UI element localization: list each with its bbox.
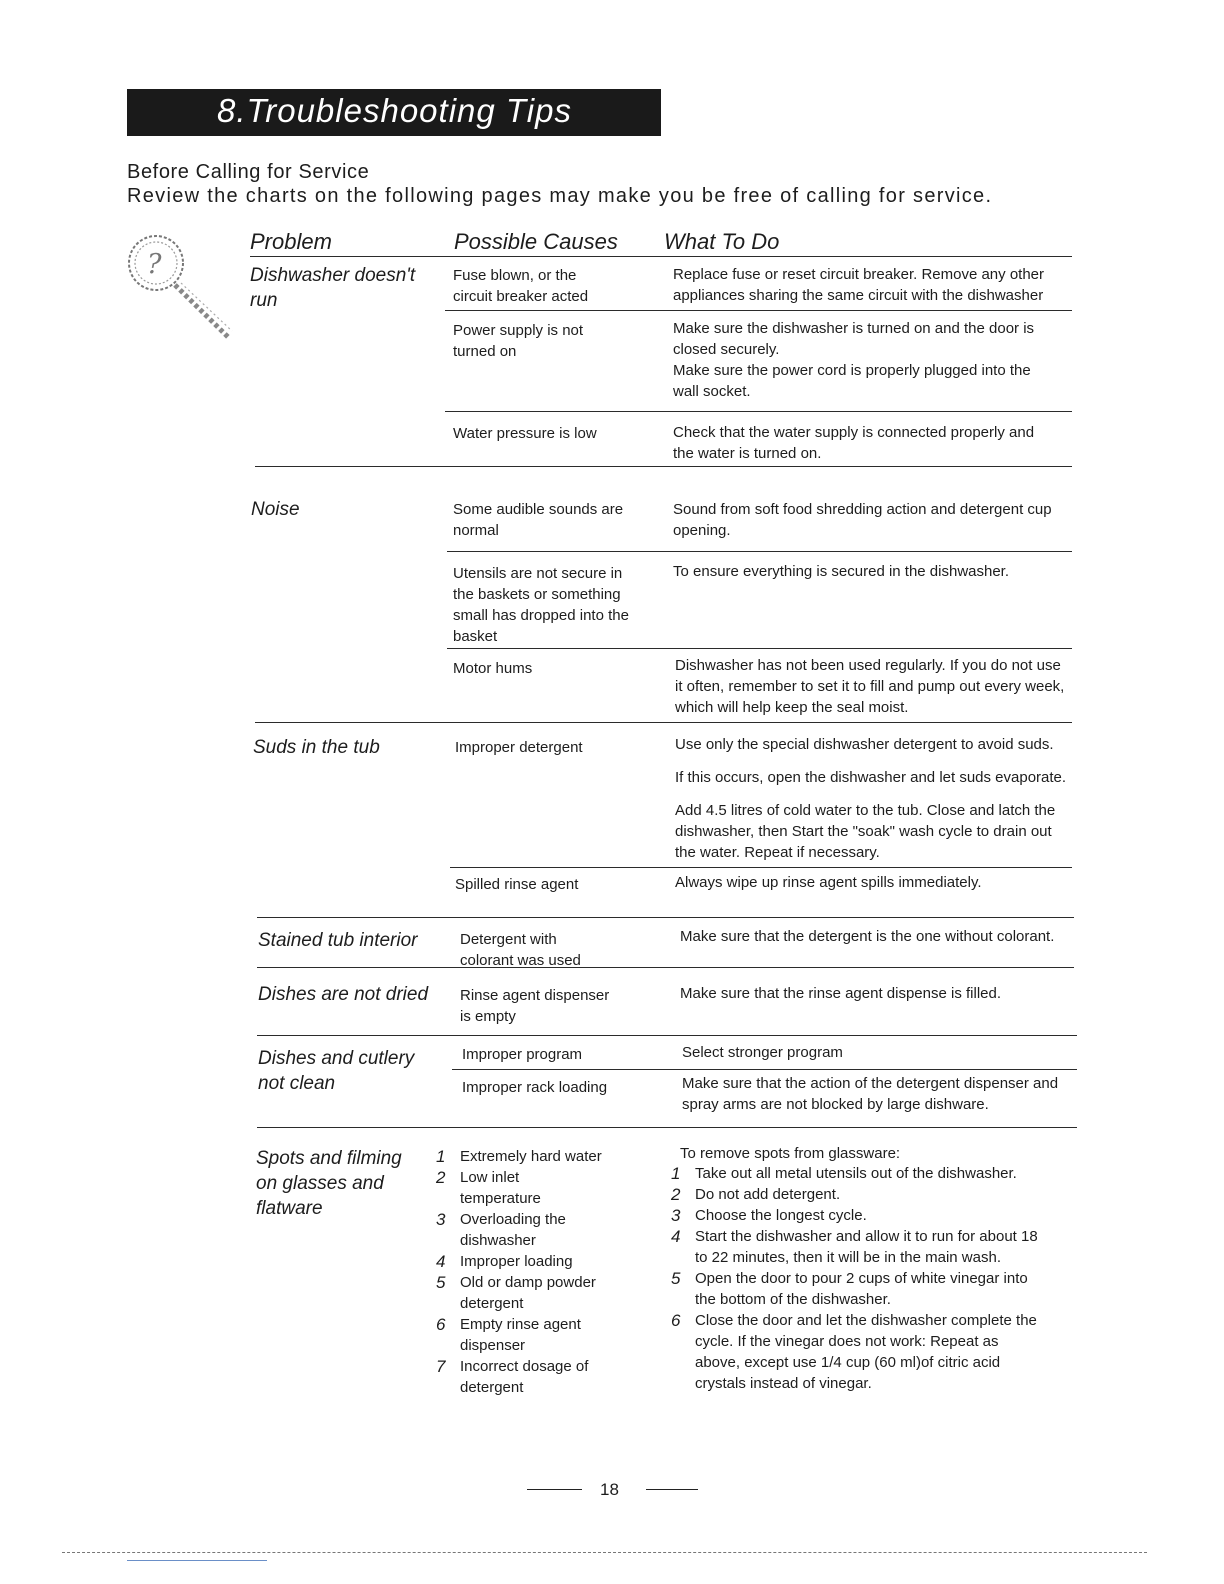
item-number: 6: [436, 1315, 446, 1334]
group-rule: [255, 722, 1072, 723]
cause-fuse-blown: Fuse blown, or the circuit breaker acted: [453, 267, 589, 305]
section-title-bar: [127, 89, 661, 136]
footer-blue-line: [127, 1560, 267, 1561]
todo-text: Make sure that the action of the detergent dispenser and spray arms are not blocked by large dishware.: [682, 1075, 1059, 1113]
list-item: [671, 1268, 1035, 1310]
list-item: [671, 1163, 1051, 1184]
todo-text: Replace fuse or reset circuit breaker. Remove any other appliances sharing the same circuit with the dishwasher: [673, 266, 1045, 304]
footer-scan-line: [62, 1552, 1147, 1553]
problem-spots-filming: Spots and filming on glasses and flatware: [256, 1148, 402, 1219]
cause-improper-program: Improper program: [462, 1046, 583, 1063]
todo-spots-intro: To remove spots from glassware:: [680, 1145, 901, 1162]
item-text: Extremely hard water: [460, 1148, 602, 1165]
todo-text: Make sure the power cord is properly plugged into the wall socket.: [673, 362, 1031, 400]
group-rule: [257, 967, 1074, 968]
problem-dishwasher-doesnt-run: Dishwasher doesn't run: [250, 265, 416, 311]
intro-line-2: Review the charts on the following pages may make you be free of calling for service.: [127, 185, 993, 207]
list-item: [436, 1356, 620, 1398]
causes-spots-list: [436, 1146, 616, 1398]
item-text: Start the dishwasher and allow it to run for about 18 to 22 minutes, then it will be in the main wash.: [695, 1228, 1038, 1266]
item-text: Do not add detergent.: [695, 1186, 841, 1203]
todo-text: To ensure everything is secured in the dishwasher.: [673, 563, 1010, 580]
problem-suds-in-tub: Suds in the tub: [253, 737, 380, 758]
row-rule: [447, 551, 1072, 552]
cause-spilled-rinse: Spilled rinse agent: [455, 876, 579, 893]
page-number-dash-left: [527, 1489, 582, 1490]
item-text: Low inlet temperature: [460, 1169, 541, 1207]
todo-text: Dishwasher has not been used regularly. If you do not use it often, remember to set it to fill and pump out every week, which will help keep the seal moist.: [675, 657, 1065, 716]
item-number: 4: [436, 1252, 446, 1271]
item-number: 3: [671, 1206, 681, 1225]
problem-dishes-not-clean: Dishes and cutlery not clean: [258, 1048, 415, 1094]
item-text: Close the door and let the dishwasher complete the cycle. If the vinegar does not work: Repeat as above, except use 1/4 cup (60 ml)of citric acid crystals instead of vinegar.: [695, 1312, 1037, 1392]
todo-text: If this occurs, open the dishwasher and let suds evaporate.: [675, 769, 1067, 786]
todo-colorant-detergent: [680, 926, 1075, 959]
item-text: Old or damp powder detergent: [460, 1274, 596, 1312]
list-item: [671, 1205, 1051, 1226]
todo-text: Make sure the dishwasher is turned on and the door is closed securely.: [673, 320, 1035, 358]
todo-text: Use only the special dishwasher detergent to avoid suds.: [675, 736, 1054, 753]
cause-power-supply: Power supply is not turned on: [453, 322, 584, 360]
header-what-to-do: What To Do: [664, 229, 780, 254]
header-problem: Problem: [250, 229, 332, 254]
item-number: 1: [671, 1164, 681, 1183]
svg-text:?: ?: [147, 249, 162, 280]
cause-colorant-detergent: Detergent with colorant was used: [460, 931, 581, 969]
row-rule: [445, 411, 1072, 412]
list-item: [436, 1272, 630, 1314]
todo-text: Always wipe up rinse agent spills immediately.: [675, 874, 982, 891]
todo-audible-sounds: [673, 499, 1063, 553]
header-possible-causes: Possible Causes: [454, 229, 618, 254]
cause-improper-rack: Improper rack loading: [462, 1079, 608, 1096]
list-item: [436, 1146, 616, 1167]
problem-stained-tub: Stained tub interior: [258, 930, 418, 951]
list-item: [436, 1251, 616, 1272]
item-text: Incorrect dosage of detergent: [460, 1358, 589, 1396]
todo-text: Check that the water supply is connected properly and the water is turned on.: [673, 424, 1035, 462]
magnifier-question-icon: [118, 225, 243, 350]
todo-motor-hums: [675, 655, 1070, 730]
list-item: [671, 1184, 1051, 1205]
list-item: [436, 1314, 620, 1356]
row-rule: [452, 1069, 1077, 1070]
item-text: Improper loading: [460, 1253, 573, 1270]
problem-dishes-not-dried: Dishes are not dried: [258, 984, 429, 1005]
todo-improper-program: [682, 1042, 1077, 1075]
item-number: 5: [671, 1269, 681, 1288]
todo-text: Make sure that the rinse agent dispense is filled.: [680, 985, 1002, 1002]
cause-motor-hums: Motor hums: [453, 660, 533, 677]
cause-rinse-dispenser-empty: Rinse agent dispenser is empty: [460, 987, 610, 1025]
item-number: 2: [671, 1185, 681, 1204]
todo-rinse-dispenser-empty: [680, 983, 1075, 1016]
intro-line-1: Before Calling for Service: [127, 161, 370, 183]
item-text: Overloading the dishwasher: [460, 1211, 566, 1249]
row-rule: [450, 867, 1072, 868]
group-rule: [257, 917, 1074, 918]
item-number: 7: [436, 1357, 446, 1376]
item-text: Choose the longest cycle.: [695, 1207, 867, 1224]
todo-improper-rack: [682, 1073, 1067, 1127]
list-item: [671, 1226, 1051, 1268]
list-item: [436, 1209, 590, 1251]
cause-audible-sounds: Some audible sounds are normal: [453, 501, 624, 539]
page-number: 18: [600, 1480, 619, 1499]
todo-spilled-rinse: [675, 872, 1070, 905]
item-number: 1: [436, 1147, 446, 1166]
todo-text: Sound from soft food shredding action and detergent cup opening.: [673, 501, 1052, 539]
cause-water-pressure: Water pressure is low: [453, 425, 597, 442]
problem-noise: Noise: [251, 499, 300, 520]
item-text: Take out all metal utensils out of the dishwasher.: [695, 1165, 1017, 1182]
row-rule: [447, 648, 1072, 649]
item-text: Empty rinse agent dispenser: [460, 1316, 581, 1354]
todo-improper-detergent: [675, 734, 1070, 875]
list-item: [436, 1167, 570, 1209]
todo-power-supply: [673, 318, 1053, 414]
item-number: 2: [436, 1168, 446, 1187]
item-number: 6: [671, 1311, 681, 1330]
item-number: 4: [671, 1227, 681, 1246]
cause-utensils-not-secure: Utensils are not secure in the baskets or something small has dropped into the basket: [453, 565, 629, 645]
group-rule: [255, 466, 1072, 467]
item-text: Open the door to pour 2 cups of white vinegar into the bottom of the dishwasher.: [695, 1270, 1028, 1308]
row-rule: [445, 310, 1072, 311]
item-number: 3: [436, 1210, 446, 1229]
item-number: 5: [436, 1273, 446, 1292]
group-rule: [257, 1035, 1077, 1036]
todo-text: Select stronger program: [682, 1044, 843, 1061]
header-rule: [250, 256, 1072, 257]
cause-improper-detergent: Improper detergent: [455, 739, 583, 756]
todo-spots-list: [671, 1163, 1051, 1394]
todo-text: Add 4.5 litres of cold water to the tub. Close and latch the dishwasher, then Start the "soak" wash cycle to drain out the water. Repeat if necessary.: [675, 802, 1056, 861]
page-number-dash-right: [646, 1489, 698, 1490]
todo-water-pressure: [673, 422, 1053, 476]
todo-text: Make sure that the detergent is the one without colorant.: [680, 928, 1055, 945]
group-rule: [257, 1127, 1077, 1128]
section-title: 8.Troubleshooting Tips: [217, 92, 572, 129]
todo-utensils-not-secure: [673, 561, 1068, 594]
list-item: [671, 1310, 1045, 1394]
